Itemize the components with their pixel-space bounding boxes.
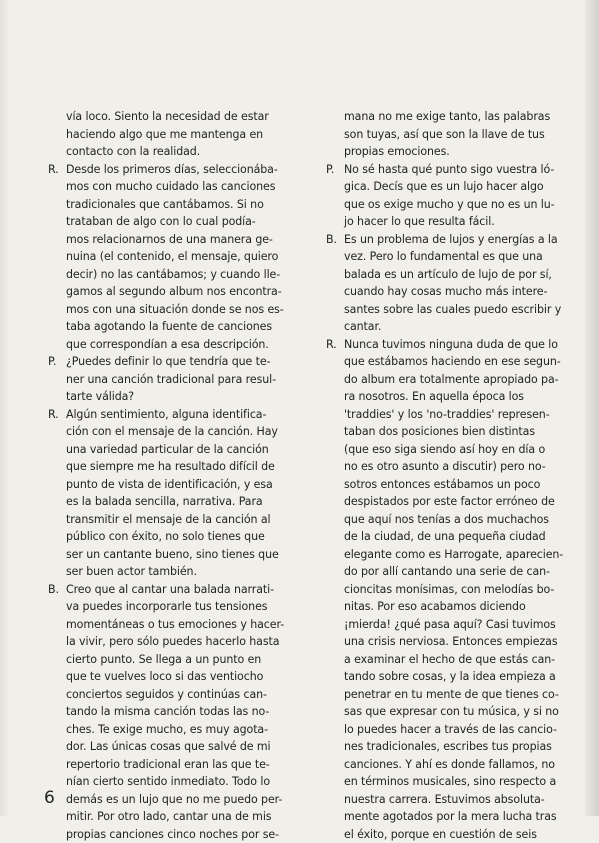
text-line: nuina (el contenido, el mensaje, quiero [66, 248, 292, 266]
page-shadow-left [0, 0, 10, 816]
paragraph-body [48, 581, 292, 843]
paragraph-body [326, 161, 566, 231]
text-line: taban dos posiciones bien distintas [344, 423, 566, 441]
text-line: tando sobre cosas, y la idea empieza a [344, 668, 566, 686]
text-line: que aquí nos tenías a dos muchachos [344, 511, 566, 529]
text-line: ser buen actor también. [66, 563, 292, 581]
speaker-marker: B. [48, 581, 59, 599]
text-line: cierto punto. Se llega a un punto en [66, 651, 292, 669]
text-line: do por allí cantando una serie de can- [344, 563, 566, 581]
text-line: 'traddies' y los 'no-traddies' represen- [344, 406, 566, 424]
text-line: balada es un artículo de lujo de por sí, [344, 266, 566, 284]
text-line: decir) no las cantábamos; y cuando lle- [66, 266, 292, 284]
speaker-marker: R. [326, 336, 337, 354]
text-line: es la balada sencilla, narrativa. Para [66, 493, 292, 511]
text-line: punto de vista de identificación, y esa [66, 476, 292, 494]
text-line: elegante como es Harrogate, aparecien- [344, 546, 566, 564]
text-line: nuestra carrera. Estuvimos absoluta- [344, 791, 566, 809]
text-line: conciertos seguidos y continúas can- [66, 686, 292, 704]
text-line: una crisis nerviosa. Entonces empiezas [344, 633, 566, 651]
speaker-marker: P. [48, 353, 56, 371]
text-line: despistados por este factor erróneo de [344, 493, 566, 511]
text-line: que os exige mucho y que no es un lu- [344, 196, 566, 214]
text-line: propias emociones. [344, 143, 566, 161]
text-line: son tuyas, así que son la llave de tus [344, 126, 566, 144]
text-line: haciendo algo que me mantenga en [66, 126, 292, 144]
paragraph [48, 353, 292, 406]
paragraph-body [326, 336, 566, 843]
text-line: cuando hay cosas mucho más intere- [344, 283, 566, 301]
text-line: dor. Las únicas cosas que salvé de mi [66, 738, 292, 756]
text-line: gamos al segundo album nos encontra- [66, 283, 292, 301]
text-line: no es otro asunto a discutir) pero no- [344, 458, 566, 476]
text-line: que te vuelves loco si das ventiocho [66, 668, 292, 686]
text-line: Nunca tuvimos ninguna duda de que lo [344, 336, 566, 354]
text-line: de la ciudad, de una pequeña ciudad [344, 528, 566, 546]
text-line: vía loco. Siento la necesidad de estar [66, 108, 292, 126]
text-line: cantar. [344, 318, 566, 336]
paragraph [326, 108, 566, 161]
text-line: jo hacer lo que resulta fácil. [344, 213, 566, 231]
speaker-marker: P. [326, 161, 334, 179]
text-line: que estábamos haciendo en ese segun- [344, 353, 566, 371]
text-line: Creo que al cantar una balada narrati- [66, 581, 292, 599]
text-line: mente agotados por la mera lucha tras [344, 808, 566, 826]
text-line: do album era totalmente apropiado pa- [344, 371, 566, 389]
text-line: repertorio tradicional eran las que te- [66, 756, 292, 774]
paragraph [326, 336, 566, 843]
text-line: gica. Decís que es un lujo hacer algo [344, 178, 566, 196]
text-line: que correspondían a esa descripción. [66, 336, 292, 354]
page-edge-right [585, 0, 599, 816]
paragraph [48, 406, 292, 581]
text-line: la vivir, pero sólo puedes hacerlo hasta [66, 633, 292, 651]
text-line: taba agotando la fuente de canciones [66, 318, 292, 336]
text-line: sotros entonces estábamos un poco [344, 476, 566, 494]
paragraph-body [326, 108, 566, 161]
text-line: cioncitas monísimas, con melodías bo- [344, 581, 566, 599]
text-line: tando la misma canción todas las no- [66, 703, 292, 721]
text-line: tarte válida? [66, 388, 292, 406]
speaker-marker: R. [48, 161, 59, 179]
text-line: mitir. Por otro lado, cantar una de mis [66, 808, 292, 826]
text-line: contacto con la realidad. [66, 143, 292, 161]
speaker-marker: R. [48, 406, 59, 424]
paragraph [326, 231, 566, 336]
left-text-column [48, 108, 292, 843]
speaker-marker: B. [326, 231, 337, 249]
text-line: canciones. Y ahí es donde fallamos, no [344, 756, 566, 774]
paragraph-body [48, 353, 292, 406]
text-line: que siempre me ha resultado difícil de [66, 458, 292, 476]
text-line: ser un cantante bueno, sino tienes que [66, 546, 292, 564]
page-number: 6 [44, 788, 55, 808]
paragraph-body [326, 231, 566, 336]
text-line: trataban de algo con lo cual podía- [66, 213, 292, 231]
right-text-column [326, 108, 566, 843]
text-line: tradicionales que cantábamos. Si no [66, 196, 292, 214]
text-line: ¿Puedes definir lo que tendría que te- [66, 353, 292, 371]
text-line: va puedes incorporarle tus tensiones [66, 598, 292, 616]
text-line: público con éxito, no solo tienes que [66, 528, 292, 546]
text-line: mos con mucho cuidado las canciones [66, 178, 292, 196]
paragraph-body [48, 108, 292, 161]
paragraph [48, 108, 292, 161]
text-line: a examinar el hecho de que estás can- [344, 651, 566, 669]
text-line: momentáneas o tus emociones y hacer- [66, 616, 292, 634]
paragraph [48, 581, 292, 843]
paragraph [48, 161, 292, 354]
text-line: nían cierto sentido inmediato. Todo lo [66, 773, 292, 791]
text-line: sas que expresar con tu música, y si no [344, 703, 566, 721]
text-line: Desde los primeros días, seleccionába- [66, 161, 292, 179]
text-line: ¡mierda! ¿qué pasa aquí? Casi tuvimos [344, 616, 566, 634]
text-line: lo puedes hacer a través de las cancio- [344, 721, 566, 739]
paragraph [326, 161, 566, 231]
text-line: demás es un lujo que no me puedo per- [66, 791, 292, 809]
text-line: nes tradicionales, escribes tus propias [344, 738, 566, 756]
text-line: el éxito, porque en cuestión de seis [344, 826, 566, 843]
text-line: santes sobre las cuales puedo escribir y [344, 301, 566, 319]
text-line: ra nosotros. En aquella época los [344, 388, 566, 406]
text-line: No sé hasta qué punto sigo vuestra ló- [344, 161, 566, 179]
text-line: mana no me exige tanto, las palabras [344, 108, 566, 126]
text-line: mos relacionarnos de una manera ge- [66, 231, 292, 249]
text-line: propias canciones cinco noches por se- [66, 826, 292, 843]
paragraph-body [48, 161, 292, 354]
text-line: ción con el mensaje de la canción. Hay [66, 423, 292, 441]
text-line: vez. Pero lo fundamental es que una [344, 248, 566, 266]
text-line: mos con una situación donde se nos es- [66, 301, 292, 319]
text-line: nitas. Por eso acabamos diciendo [344, 598, 566, 616]
text-line: transmitir el mensaje de la canción al [66, 511, 292, 529]
text-line: una variedad particular de la canción [66, 441, 292, 459]
paragraph-body [48, 406, 292, 581]
text-line: ches. Te exige mucho, es muy agota- [66, 721, 292, 739]
text-line: Algún sentimiento, alguna identifica- [66, 406, 292, 424]
text-line: (que eso siga siendo así hoy en día o [344, 441, 566, 459]
text-line: penetrar en tu mente de que tienes co- [344, 686, 566, 704]
text-line: ner una canción tradicional para resul- [66, 371, 292, 389]
text-line: Es un problema de lujos y energías a la [344, 231, 566, 249]
text-line: en términos musicales, sino respecto a [344, 773, 566, 791]
